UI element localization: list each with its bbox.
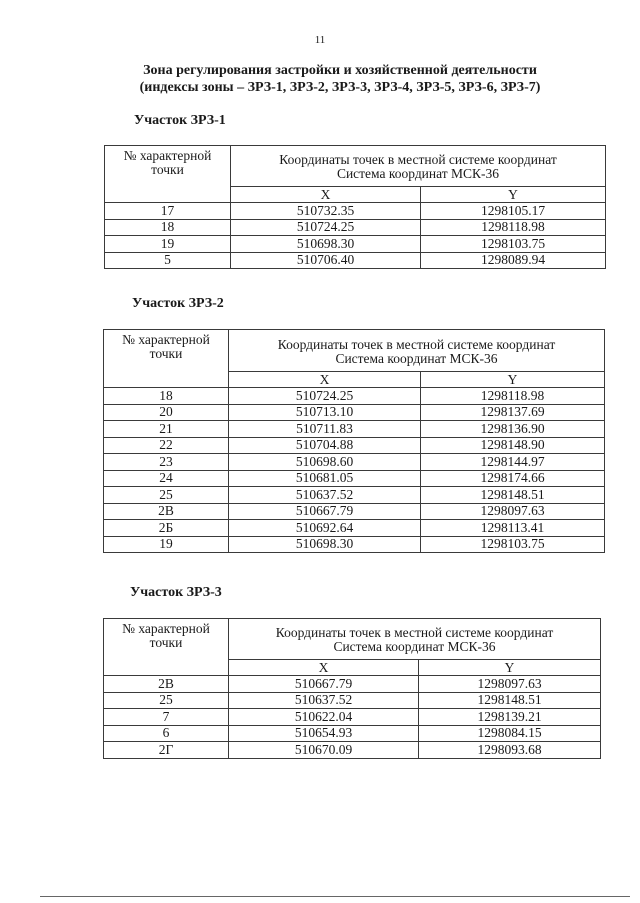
coords-table-zrz-1	[104, 145, 606, 269]
y-coordinate-cell: 1298097.63	[419, 676, 601, 693]
point-number-header: № характерной точки	[104, 619, 229, 676]
point-number-cell: 2Г	[104, 742, 229, 759]
x-coordinate-cell: 510622.04	[229, 709, 419, 726]
x-header: X	[231, 187, 421, 203]
section-heading-zrz-1: Участок ЗРЗ-1	[134, 113, 226, 128]
y-coordinate-cell: 1298118.98	[421, 388, 605, 405]
table-row	[104, 503, 605, 520]
y-header: Y	[421, 372, 605, 388]
table-row	[104, 470, 605, 487]
point-number-cell: 7	[104, 709, 229, 726]
coords-table-zrz-3	[103, 618, 601, 759]
table-row	[104, 388, 605, 405]
y-coordinate-cell: 1298144.97	[421, 454, 605, 471]
y-coordinate-cell: 1298148.51	[421, 487, 605, 504]
x-coordinate-cell: 510698.30	[231, 236, 421, 253]
x-coordinate-cell: 510698.60	[229, 454, 421, 471]
x-header: X	[229, 660, 419, 676]
table-row	[105, 252, 606, 269]
x-coordinate-cell: 510713.10	[229, 404, 421, 421]
y-coordinate-cell: 1298137.69	[421, 404, 605, 421]
point-number-cell: 23	[104, 454, 229, 471]
y-coordinate-cell: 1298103.75	[421, 536, 605, 553]
x-coordinate-cell: 510698.30	[229, 536, 421, 553]
section-heading-zrz-3: Участок ЗРЗ-3	[130, 585, 222, 600]
x-coordinate-cell: 510724.25	[229, 388, 421, 405]
table-row	[104, 421, 605, 438]
point-number-cell: 6	[104, 725, 229, 742]
x-coordinate-cell: 510732.35	[231, 203, 421, 220]
bottom-rule	[40, 896, 630, 897]
x-coordinate-cell: 510692.64	[229, 520, 421, 537]
table-row	[104, 725, 601, 742]
y-coordinate-cell: 1298084.15	[419, 725, 601, 742]
title-line-2: (индексы зоны – ЗРЗ-1, ЗРЗ-2, ЗРЗ-3, ЗРЗ-4, ЗРЗ-5, ЗРЗ-6, ЗРЗ-7)	[139, 80, 541, 95]
coordinates-header: Координаты точек в местной системе координат Система координат МСК-36	[231, 146, 606, 187]
point-number-cell: 22	[104, 437, 229, 454]
point-number-header: № характерной точки	[104, 330, 229, 388]
table-row	[104, 437, 605, 454]
point-number-cell: 25	[104, 487, 229, 504]
x-coordinate-cell: 510704.88	[229, 437, 421, 454]
x-coordinate-cell: 510681.05	[229, 470, 421, 487]
table-row	[104, 676, 601, 693]
table-row	[104, 536, 605, 553]
table-row	[104, 520, 605, 537]
y-coordinate-cell: 1298105.17	[421, 203, 606, 220]
y-coordinate-cell: 1298174.66	[421, 470, 605, 487]
table-row	[105, 203, 606, 220]
point-number-cell: 20	[104, 404, 229, 421]
point-number-cell: 19	[104, 536, 229, 553]
point-number-header: № характерной точки	[105, 146, 231, 203]
y-coordinate-cell: 1298097.63	[421, 503, 605, 520]
y-coordinate-cell: 1298103.75	[421, 236, 606, 253]
point-number-cell: 2В	[104, 676, 229, 693]
point-number-cell: 5	[105, 252, 231, 269]
x-coordinate-cell: 510724.25	[231, 219, 421, 236]
table-row	[104, 742, 601, 759]
x-coordinate-cell: 510670.09	[229, 742, 419, 759]
x-coordinate-cell: 510637.52	[229, 487, 421, 504]
table-row	[104, 404, 605, 421]
y-coordinate-cell: 1298148.51	[419, 692, 601, 709]
point-number-cell: 2Б	[104, 520, 229, 537]
page-number: 11	[314, 34, 326, 46]
table-row	[104, 692, 601, 709]
table-row	[104, 454, 605, 471]
coords-table-zrz-2	[103, 329, 605, 553]
y-header: Y	[419, 660, 601, 676]
y-coordinate-cell: 1298089.94	[421, 252, 606, 269]
point-number-cell: 18	[105, 219, 231, 236]
y-header: Y	[421, 187, 606, 203]
x-coordinate-cell: 510706.40	[231, 252, 421, 269]
x-header: X	[229, 372, 421, 388]
table-row	[104, 487, 605, 504]
table-row	[105, 236, 606, 253]
x-coordinate-cell: 510637.52	[229, 692, 419, 709]
y-coordinate-cell: 1298118.98	[421, 219, 606, 236]
x-coordinate-cell: 510711.83	[229, 421, 421, 438]
point-number-cell: 21	[104, 421, 229, 438]
table-row	[104, 709, 601, 726]
x-coordinate-cell: 510654.93	[229, 725, 419, 742]
y-coordinate-cell: 1298093.68	[419, 742, 601, 759]
point-number-cell: 2В	[104, 503, 229, 520]
x-coordinate-cell: 510667.79	[229, 676, 419, 693]
point-number-cell: 25	[104, 692, 229, 709]
point-number-cell: 17	[105, 203, 231, 220]
document-title	[80, 62, 600, 96]
y-coordinate-cell: 1298113.41	[421, 520, 605, 537]
point-number-cell: 19	[105, 236, 231, 253]
section-heading-zrz-2: Участок ЗРЗ-2	[132, 296, 224, 311]
table-row	[105, 219, 606, 236]
coordinates-header: Координаты точек в местной системе координат Система координат МСК-36	[229, 619, 601, 660]
y-coordinate-cell: 1298148.90	[421, 437, 605, 454]
y-coordinate-cell: 1298136.90	[421, 421, 605, 438]
point-number-cell: 18	[104, 388, 229, 405]
y-coordinate-cell: 1298139.21	[419, 709, 601, 726]
point-number-cell: 24	[104, 470, 229, 487]
coordinates-header: Координаты точек в местной системе координат Система координат МСК-36	[229, 330, 605, 372]
title-line-1: Зона регулирования застройки и хозяйственной деятельности	[143, 63, 537, 78]
x-coordinate-cell: 510667.79	[229, 503, 421, 520]
